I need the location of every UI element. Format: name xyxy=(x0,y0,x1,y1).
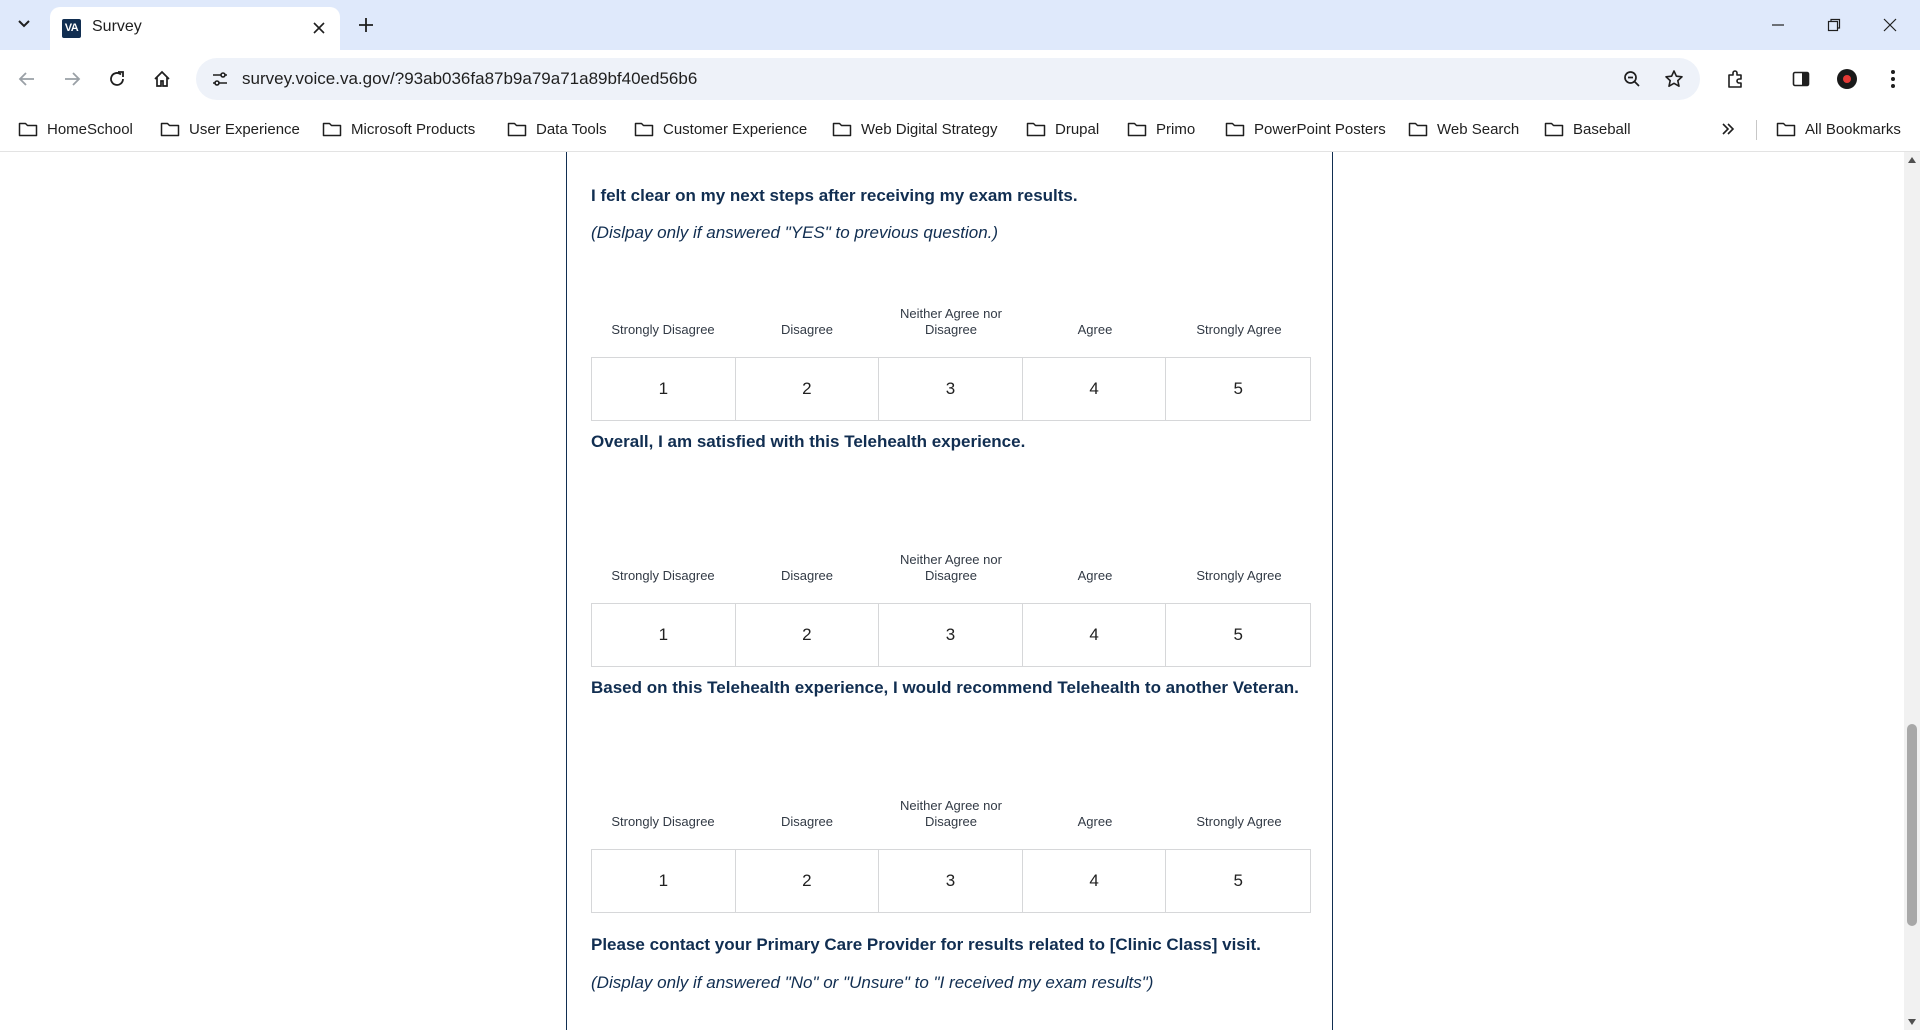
scale-label: Neither Agree nor Disagree xyxy=(900,306,1002,337)
scale-label: Disagree xyxy=(780,814,834,829)
minimize-icon[interactable] xyxy=(1750,0,1806,50)
message-note: (Display only if answered "No" or "Unsure" to "I received my exam results") xyxy=(591,973,1154,992)
url-text[interactable]: survey.voice.va.gov/?93ab036fa87b9a79a71a89bf40ed56b6 xyxy=(242,69,698,88)
scale-label: Strongly Agree xyxy=(1196,814,1282,829)
rating-option-1[interactable]: 1 xyxy=(592,850,736,912)
page-scrollbar[interactable] xyxy=(1904,152,1920,1030)
folder-icon xyxy=(1225,121,1245,137)
folder-icon xyxy=(18,121,38,137)
star-icon[interactable] xyxy=(1658,63,1690,95)
scale-label: Disagree xyxy=(780,322,834,337)
menu-icon[interactable] xyxy=(1876,62,1910,96)
rating-option-3[interactable]: 3 xyxy=(879,358,1023,420)
bookmarks-separator xyxy=(1756,120,1757,140)
rating-option-4[interactable]: 4 xyxy=(1023,850,1167,912)
rating-option-2[interactable]: 2 xyxy=(736,358,880,420)
tab-list-icon[interactable] xyxy=(8,8,40,40)
restore-icon[interactable] xyxy=(1806,0,1862,50)
question-text: Based on this Telehealth experience, I would recommend Telehealth to another Veteran. xyxy=(591,678,1299,697)
bookmark-folder-user-experience[interactable]: User Experience xyxy=(160,117,300,141)
browser-toolbar xyxy=(0,50,1920,108)
active-tab[interactable] xyxy=(50,7,340,50)
rating-option-4[interactable]: 4 xyxy=(1023,358,1167,420)
scale-labels xyxy=(591,794,1311,830)
scale-label: Neither Agree nor Disagree xyxy=(900,798,1002,829)
scale-label: Agree xyxy=(1077,814,1113,829)
close-window-icon[interactable] xyxy=(1862,0,1918,50)
question-text: I felt clear on my next steps after receiving my exam results. xyxy=(591,186,1078,205)
site-info-icon[interactable] xyxy=(204,63,236,95)
bookmark-folder-baseball[interactable]: Baseball xyxy=(1544,117,1631,141)
close-icon[interactable] xyxy=(306,15,332,41)
rating-option-5[interactable]: 5 xyxy=(1233,379,1243,398)
scale-labels xyxy=(591,302,1311,338)
zoom-icon[interactable] xyxy=(1616,63,1648,95)
folder-icon xyxy=(507,121,527,137)
forward-icon[interactable] xyxy=(55,62,89,96)
profile-icon[interactable] xyxy=(1830,62,1864,96)
bookmark-folder-drupal[interactable]: Drupal xyxy=(1026,117,1099,141)
bookmark-folder-data-tools[interactable]: Data Tools xyxy=(507,117,607,141)
rating-option-1[interactable]: 1 xyxy=(592,358,736,420)
rating-scale xyxy=(591,603,1311,667)
folder-icon xyxy=(634,121,654,137)
rating-option-2[interactable]: 2 xyxy=(736,850,880,912)
home-icon[interactable] xyxy=(145,62,179,96)
va-favicon-icon: VA xyxy=(62,19,81,38)
folder-icon xyxy=(1776,121,1796,137)
bookmark-folder-homeschool[interactable]: HomeSchool xyxy=(18,117,133,141)
message-text: Please contact your Primary Care Provider for results related to [Clinic Class] visit. xyxy=(591,935,1261,954)
bookmark-folder-microsoft-products[interactable]: Microsoft Products xyxy=(322,117,475,141)
plus-icon[interactable] xyxy=(350,9,382,41)
bookmark-folder-primo[interactable]: Primo xyxy=(1127,117,1195,141)
address-bar[interactable] xyxy=(196,58,1700,100)
folder-icon xyxy=(1408,121,1428,137)
question-text: Overall, I am satisfied with this Telehealth experience. xyxy=(591,432,1026,451)
scale-label: Strongly Agree xyxy=(1196,322,1282,337)
folder-icon xyxy=(160,121,180,137)
scale-label: Strongly Disagree xyxy=(611,814,715,829)
rating-option-1[interactable]: 1 xyxy=(592,604,736,666)
bookmark-folder-powerpoint-posters[interactable]: PowerPoint Posters xyxy=(1225,117,1386,141)
scale-label: Agree xyxy=(1077,568,1113,583)
all-bookmarks[interactable]: All Bookmarks xyxy=(1776,117,1901,141)
reload-icon[interactable] xyxy=(100,62,134,96)
rating-scale xyxy=(591,357,1311,421)
side-panel-icon[interactable] xyxy=(1784,62,1818,96)
page-viewport xyxy=(0,152,1904,1030)
scrollbar-thumb[interactable] xyxy=(1907,724,1917,926)
folder-icon xyxy=(1026,121,1046,137)
rating-scale xyxy=(591,849,1311,913)
bookmarks-bar xyxy=(0,108,1920,152)
rating-option-3[interactable]: 3 xyxy=(879,604,1023,666)
chevron-double-right-icon[interactable] xyxy=(1715,116,1741,142)
scale-label: Strongly Disagree xyxy=(611,568,715,583)
rating-option-3[interactable]: 3 xyxy=(879,850,1023,912)
bookmark-folder-customer-experience[interactable]: Customer Experience xyxy=(634,117,807,141)
scale-labels xyxy=(591,548,1311,584)
back-icon[interactable] xyxy=(10,62,44,96)
scale-label: Strongly Agree xyxy=(1196,568,1282,583)
extensions-icon[interactable] xyxy=(1718,62,1752,96)
scroll-up-icon[interactable] xyxy=(1904,152,1920,168)
folder-icon xyxy=(832,121,852,137)
rating-option-2[interactable]: 2 xyxy=(736,604,880,666)
scroll-down-icon[interactable] xyxy=(1904,1014,1920,1030)
bookmark-folder-web-digital-strategy[interactable]: Web Digital Strategy xyxy=(832,117,997,141)
rating-option-4[interactable]: 4 xyxy=(1023,604,1167,666)
rating-option-5[interactable]: 5 xyxy=(1233,625,1243,644)
question-note: (Dislpay only if answered "YES" to previous question.) xyxy=(591,223,999,242)
tab-title: Survey xyxy=(92,18,142,35)
rating-option-5[interactable]: 5 xyxy=(1233,871,1243,890)
folder-icon xyxy=(1127,121,1147,137)
survey-container xyxy=(566,152,1333,1030)
tab-strip xyxy=(0,0,1920,50)
folder-icon xyxy=(1544,121,1564,137)
folder-icon xyxy=(322,121,342,137)
scale-label: Neither Agree nor Disagree xyxy=(900,552,1002,583)
scale-label: Disagree xyxy=(780,568,834,583)
bookmark-folder-web-search[interactable]: Web Search xyxy=(1408,117,1519,141)
scale-label: Agree xyxy=(1077,322,1113,337)
scale-label: Strongly Disagree xyxy=(611,322,715,337)
